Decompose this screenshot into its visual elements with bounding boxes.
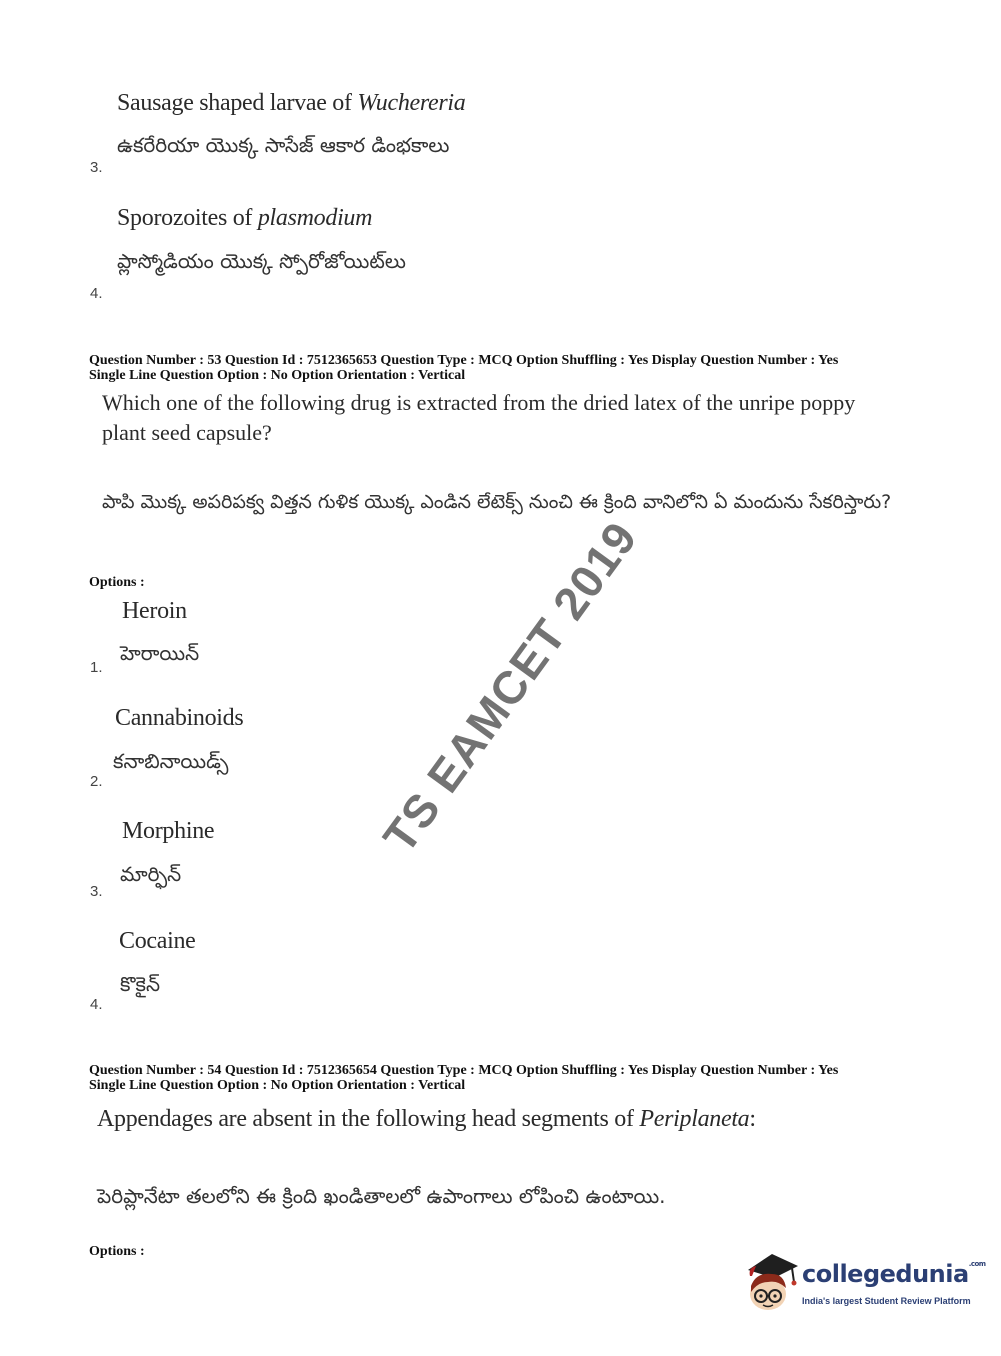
q53-option-1-english: Heroin bbox=[122, 598, 187, 624]
q53-option-4-number: 4. bbox=[90, 996, 103, 1013]
prev-option-3-number: 3. bbox=[90, 159, 103, 176]
student-mascot-icon bbox=[742, 1248, 800, 1314]
q53-option-3-telugu: మార్ఫిన్ bbox=[120, 862, 182, 886]
prev-option-3-english: Sausage shaped larvae of Wuchereria bbox=[117, 90, 466, 116]
q53-option-2-telugu: కనాబినాయిడ్స్ bbox=[113, 749, 229, 773]
q53-meta-line2: Single Line Question Option : No Option Orientation : Vertical bbox=[89, 368, 466, 383]
q54-question-telugu: పెరిప్లానేటా తలలోని ఈ క్రింది ఖండితాలలో ఉపాంగాలు లోపించి ఉంటాయి. bbox=[97, 1184, 666, 1208]
q53-option-4-english: Cocaine bbox=[119, 928, 196, 954]
q53-option-1-number: 1. bbox=[90, 659, 103, 676]
q53-option-3-number: 3. bbox=[90, 883, 103, 900]
q53-option-2-english: Cannabinoids bbox=[115, 705, 244, 731]
q54-meta bbox=[89, 1063, 909, 1093]
q54-meta-line1: Question Number : 54 Question Id : 7512365654 Question Type : MCQ Option Shuffling : Yes Display Question Number : Yes bbox=[89, 1063, 839, 1078]
logo-wordmark: collegedunia$^{.com}$ bbox=[802, 1260, 986, 1288]
q53-question-telugu: పాపి మొక్క అపరిపక్వ విత్తన గుళిక యొక్క ఎండిన లేటెక్స్ నుంచి ఈ క్రింది వానిలోని ఏ మందును సేకరిస్తారు? bbox=[102, 491, 892, 513]
prev-option-4-english: Sporozoites of plasmodium bbox=[117, 205, 373, 231]
prev-option-4-telugu: ప్లాస్మోడియం యొక్క స్పోరోజోయిట్‌లు bbox=[117, 249, 406, 273]
prev-option-3-telugu: ఉకరేరియా యొక్క సాసేజ్ ఆకార డింభకాలు bbox=[117, 133, 450, 157]
q53-option-1-telugu: హెరాయిన్ bbox=[120, 641, 200, 665]
watermark: TS EAMCET 2019 bbox=[372, 511, 648, 863]
prev-option-4-number: 4. bbox=[90, 285, 103, 302]
q53-meta-line1: Question Number : 53 Question Id : 7512365653 Question Type : MCQ Option Shuffling : Yes Display Question Number : Yes bbox=[89, 353, 839, 368]
q53-question-english: Which one of the following drug is extracted from the dried latex of the unripe poppy plant seed capsule? bbox=[102, 390, 856, 445]
q53-options-label: Options : bbox=[89, 575, 145, 590]
q53-option-3-english: Morphine bbox=[122, 818, 215, 844]
q54-options-label: Options : bbox=[89, 1244, 145, 1259]
q54-question-english: Appendages are absent in the following head segments of Periplaneta: bbox=[97, 1106, 756, 1132]
q53-meta bbox=[89, 353, 909, 383]
collegedunia-logo bbox=[742, 1248, 986, 1316]
q53-option-4-telugu: కొకైన్ bbox=[120, 972, 161, 996]
q53-option-2-number: 2. bbox=[90, 773, 103, 790]
logo-tagline: India's largest Student Review Platform bbox=[802, 1296, 971, 1306]
q54-meta-line2: Single Line Question Option : No Option Orientation : Vertical bbox=[89, 1078, 466, 1093]
